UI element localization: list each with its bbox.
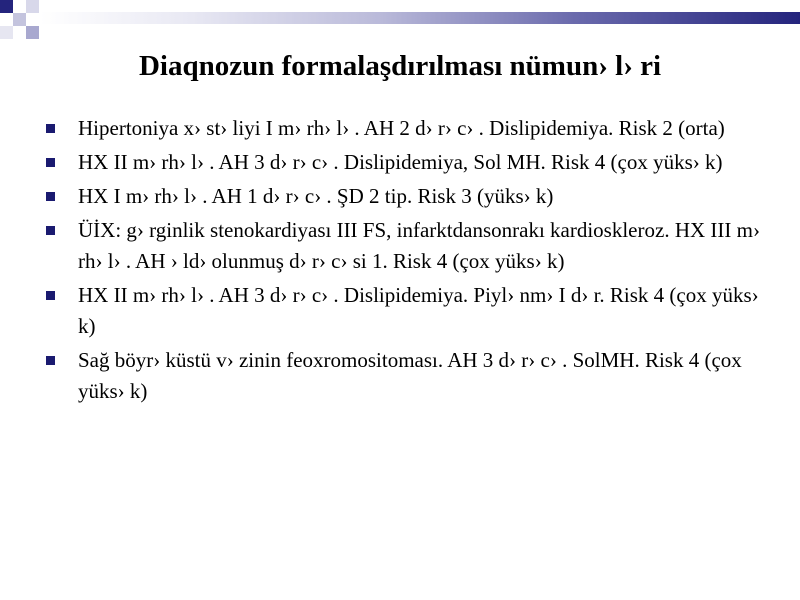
list-item <box>44 215 764 277</box>
slide-title: Diaqnozun formalaşdırılması nümun› l› ri <box>138 50 662 82</box>
deco-square <box>26 0 39 13</box>
deco-square <box>26 26 39 39</box>
list-item <box>44 113 764 144</box>
header-gradient-band <box>40 12 800 24</box>
deco-square <box>0 0 13 13</box>
square-bullet-icon <box>46 291 55 300</box>
list-item <box>44 345 764 407</box>
square-bullet-icon <box>46 124 55 133</box>
deco-square <box>0 26 13 39</box>
square-bullet-icon <box>46 356 55 365</box>
list-item-text: ÜİX: g› rginlik stenokardiyası III FS, infarktdansonrakı kardioskleroz. HX III m› rh› l› . AH › ld› olunmuş d› r› c› si 1. Risk 4 (çox yüks› k) <box>78 218 760 273</box>
square-bullet-icon <box>46 192 55 201</box>
decorative-header <box>0 0 800 50</box>
deco-square <box>13 13 26 26</box>
list-item <box>44 147 764 178</box>
list-item <box>44 181 764 212</box>
list-item-text: HX II m› rh› l› . AH 3 d› r› c› . Dislipidemiya. Piyl› nm› I d› r. Risk 4 (çox yüks› k) <box>78 283 759 338</box>
square-bullet-icon <box>46 226 55 235</box>
list-item-text: Hipertoniya x› st› liyi I m› rh› l› . AH 2 d› r› c› . Dislipidemiya. Risk 2 (orta) <box>78 116 725 140</box>
list-item-text: HX I m› rh› l› . AH 1 d› r› c› . ŞD 2 tip. Risk 3 (yüks› k) <box>78 184 554 208</box>
square-bullet-icon <box>46 158 55 167</box>
list-item-text: HX II m› rh› l› . AH 3 d› r› c› . Dislipidemiya, Sol MH. Risk 4 (çox yüks› k) <box>78 150 723 174</box>
bullet-list <box>44 113 764 410</box>
list-item-text: Sağ böyr› küstü v› zinin feoxromositoması. AH 3 d› r› c› . SolMH. Risk 4 (çox yüks› k) <box>78 348 742 403</box>
list-item <box>44 280 764 342</box>
